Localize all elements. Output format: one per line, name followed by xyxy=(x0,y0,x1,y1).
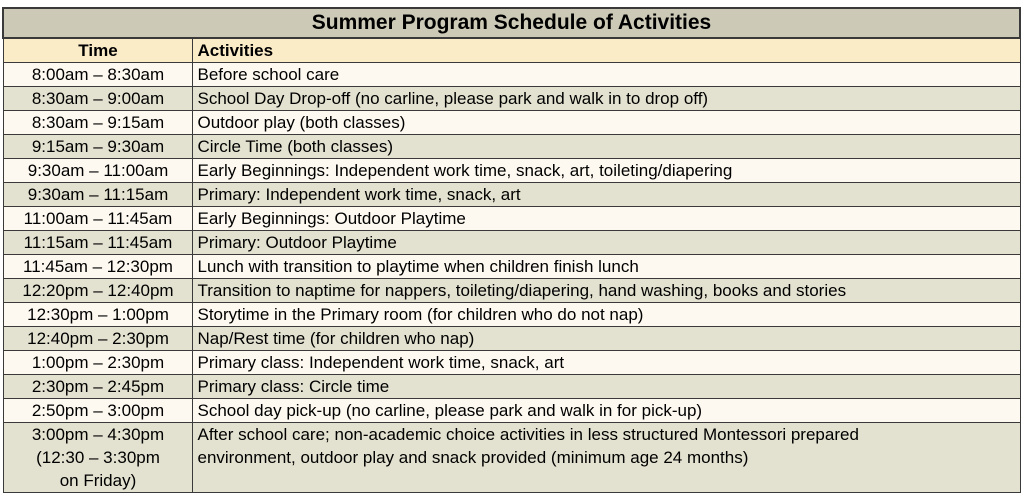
activity-cell: School day pick-up (no carline, please park and walk in for pick-up) xyxy=(193,399,1020,423)
time-line: (12:30 – 3:30pm xyxy=(36,448,160,467)
schedule-table xyxy=(2,7,1021,493)
activity-line: environment, outdoor play and snack provided (minimum age 24 months) xyxy=(197,448,749,467)
time-cell: 8:00am – 8:30am xyxy=(3,63,193,87)
activity-cell: Nap/Rest time (for children who nap) xyxy=(193,327,1020,351)
activity-cell: Primary class: Independent work time, snack, art xyxy=(193,351,1020,375)
header-row xyxy=(3,38,1020,63)
time-cell: 11:00am – 11:45am xyxy=(3,207,193,231)
time-cell: 8:30am – 9:00am xyxy=(3,87,193,111)
table-row-after-school xyxy=(3,423,1020,493)
time-cell: 11:45am – 12:30pm xyxy=(3,255,193,279)
activity-cell: Primary: Outdoor Playtime xyxy=(193,231,1020,255)
activity-cell: Storytime in the Primary room (for children who do not nap) xyxy=(193,303,1020,327)
time-column-header: Time xyxy=(3,38,193,63)
time-line: on Friday) xyxy=(59,471,137,490)
table-title: Summer Program Schedule of Activities xyxy=(3,8,1020,38)
time-line: 3:00pm – 4:30pm xyxy=(31,425,165,444)
table-row xyxy=(3,87,1020,111)
time-cell: 8:30am – 9:15am xyxy=(3,111,193,135)
time-cell: 9:15am – 9:30am xyxy=(3,135,193,159)
table-row xyxy=(3,159,1020,183)
time-cell: 9:30am – 11:15am xyxy=(3,183,193,207)
table-row xyxy=(3,255,1020,279)
after-school-time-cell xyxy=(3,423,193,493)
table-row xyxy=(3,327,1020,351)
activity-line: After school care; non-academic choice activities in less structured Montessori prepared xyxy=(197,425,859,444)
table-row xyxy=(3,375,1020,399)
schedule-table-wrapper xyxy=(2,7,1021,493)
activity-cell: Primary class: Circle time xyxy=(193,375,1020,399)
activity-cell: Circle Time (both classes) xyxy=(193,135,1020,159)
activity-cell: Lunch with transition to playtime when children finish lunch xyxy=(193,255,1020,279)
activity-cell: Early Beginnings: Outdoor Playtime xyxy=(193,207,1020,231)
title-row xyxy=(3,8,1020,38)
activity-cell: Transition to naptime for nappers, toileting/diapering, hand washing, books and stories xyxy=(193,279,1020,303)
activity-cell: Outdoor play (both classes) xyxy=(193,111,1020,135)
table-row xyxy=(3,135,1020,159)
table-row xyxy=(3,303,1020,327)
table-row xyxy=(3,351,1020,375)
activity-cell: Primary: Independent work time, snack, art xyxy=(193,183,1020,207)
schedule-body xyxy=(3,63,1020,493)
activity-cell: Early Beginnings: Independent work time, snack, art, toileting/diapering xyxy=(193,159,1020,183)
table-row xyxy=(3,207,1020,231)
time-cell: 12:30pm – 1:00pm xyxy=(3,303,193,327)
time-cell: 11:15am – 11:45am xyxy=(3,231,193,255)
activity-cell: Before school care xyxy=(193,63,1020,87)
table-row xyxy=(3,183,1020,207)
after-school-activity-cell xyxy=(193,423,1020,493)
time-cell: 12:20pm – 12:40pm xyxy=(3,279,193,303)
table-row xyxy=(3,63,1020,87)
activity-cell: School Day Drop-off (no carline, please park and walk in to drop off) xyxy=(193,87,1020,111)
table-row xyxy=(3,231,1020,255)
time-cell: 9:30am – 11:00am xyxy=(3,159,193,183)
table-row xyxy=(3,111,1020,135)
time-cell: 1:00pm – 2:30pm xyxy=(3,351,193,375)
table-row xyxy=(3,279,1020,303)
time-cell: 2:30pm – 2:45pm xyxy=(3,375,193,399)
time-cell: 12:40pm – 2:30pm xyxy=(3,327,193,351)
activities-column-header: Activities xyxy=(193,38,1020,63)
table-row xyxy=(3,399,1020,423)
time-cell: 2:50pm – 3:00pm xyxy=(3,399,193,423)
